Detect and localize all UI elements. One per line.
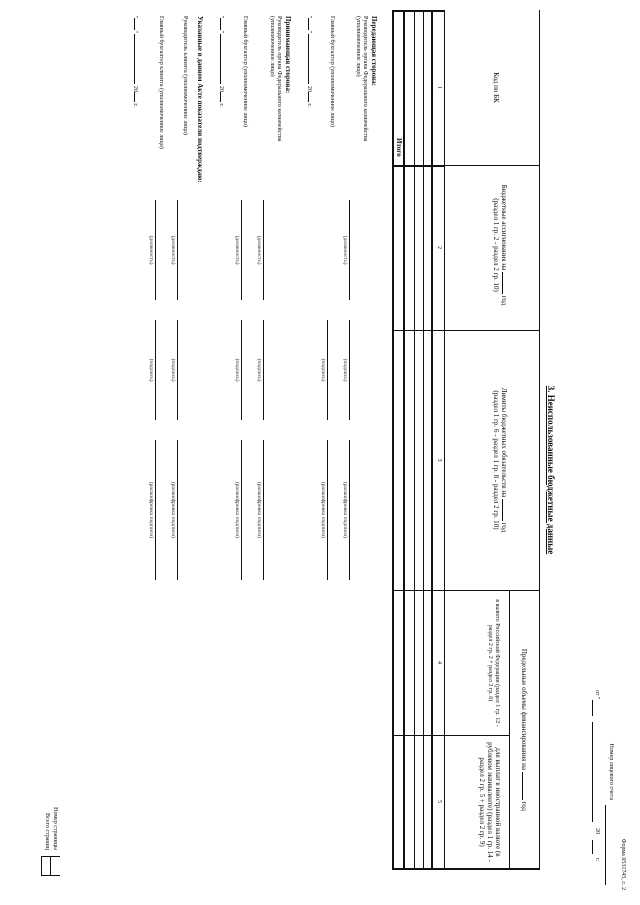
confirm-accountant-label: Главный бухгалтер клиента (уполномоченное лицо) bbox=[158, 16, 164, 149]
header-limits: Лимиты бюджетных обязательств на год (раздел 1 гр. 6 - раздел 1 гр. 8 - раздел 2 гр. 10) bbox=[491, 387, 508, 533]
receiving-accountant-label: Главный бухгалтер (уполномоченное лицо) bbox=[242, 16, 248, 127]
confirm-accountant-decoding[interactable] bbox=[155, 440, 156, 580]
account-label: Номер лицевого счета bbox=[608, 743, 614, 800]
date-year-prefix: 20 bbox=[594, 828, 600, 834]
caption-signature: (подпись) bbox=[148, 358, 154, 382]
caption-signature: (подпись) bbox=[170, 358, 176, 382]
transferring-heading: Передающая сторона: bbox=[370, 16, 378, 87]
receiving-date: "" 20 г. bbox=[218, 16, 224, 107]
confirm-head-label: Руководитель клиента (уполномоченное лицо) bbox=[182, 16, 188, 135]
caption-signature: (подпись) bbox=[234, 358, 240, 382]
receiving-accountant-position[interactable] bbox=[241, 200, 242, 300]
confirm-heading: Указанные в данном Акте показатели подтверждаю: bbox=[196, 16, 204, 183]
transferring-accountant-decoding[interactable] bbox=[327, 440, 328, 580]
col-number-1: 1 bbox=[436, 86, 442, 89]
date-prefix: от " bbox=[594, 690, 600, 700]
confirm-accountant-position[interactable] bbox=[155, 200, 156, 300]
receiving-head-decoding[interactable] bbox=[263, 440, 264, 580]
caption-signature: (подпись) bbox=[256, 358, 262, 382]
caption-position: (должность) bbox=[342, 235, 348, 265]
receiving-head-signature[interactable] bbox=[263, 320, 264, 420]
section-title: 3. Неиспользованные бюджетные данные bbox=[546, 385, 556, 555]
transferring-head-label: Руководитель органа Федерального казначейства (уполномоченное лицо) bbox=[355, 16, 368, 142]
header-kbk: Код по БК bbox=[492, 72, 500, 103]
caption-decoding: (расшифровка подписи) bbox=[342, 481, 348, 539]
transferring-head-decoding[interactable] bbox=[349, 440, 350, 580]
account-number-field[interactable] bbox=[605, 805, 606, 885]
date-year-field[interactable] bbox=[592, 840, 593, 854]
caption-position: (должность) bbox=[170, 235, 176, 265]
form-code: Форма 0531745, с. 2 bbox=[620, 838, 626, 890]
confirm-accountant-signature[interactable] bbox=[155, 320, 156, 420]
col-number-2: 2 bbox=[436, 246, 442, 249]
date-g: г. bbox=[594, 858, 600, 862]
header-funding-group: Предельные объемы финансирования на год bbox=[520, 648, 528, 812]
header-rub: в валюте Российской Федерации (раздел 1 гр. 12 - раздел 2 гр. 2 + раздел 2 гр. 6) bbox=[487, 599, 500, 727]
caption-decoding: (расшифровка подписи) bbox=[320, 481, 326, 539]
date-month-field[interactable] bbox=[592, 722, 593, 822]
total-pages-label: Всего страниц bbox=[44, 813, 50, 850]
caption-decoding: (расшифровка подписи) bbox=[170, 481, 176, 539]
confirm-head-position[interactable] bbox=[177, 200, 178, 300]
receiving-heading: Принимающая сторона: bbox=[284, 16, 292, 94]
date-day-field[interactable] bbox=[592, 700, 593, 716]
receiving-accountant-decoding[interactable] bbox=[241, 440, 242, 580]
confirm-head-decoding[interactable] bbox=[177, 440, 178, 580]
col-number-5: 5 bbox=[436, 800, 442, 803]
caption-position: (должность) bbox=[256, 235, 262, 265]
transferring-head-position[interactable] bbox=[349, 200, 350, 300]
caption-position: (должность) bbox=[234, 235, 240, 265]
transferring-date: "" 20 г. bbox=[306, 16, 312, 107]
confirm-date: "" 20 г. bbox=[132, 16, 138, 107]
receiving-head-position[interactable] bbox=[263, 200, 264, 300]
header-allocations: Бюджетные ассигнования на год (раздел 1 гр. 2 - раздел 2 гр. 10) bbox=[491, 184, 508, 306]
col-number-4: 4 bbox=[436, 661, 442, 664]
transferring-head-signature[interactable] bbox=[349, 320, 350, 420]
receiving-accountant-signature[interactable] bbox=[241, 320, 242, 420]
total-label: Итого bbox=[395, 138, 403, 157]
receiving-head-label: Руководитель органа Федерального казначейства (уполномоченное лицо) bbox=[269, 16, 282, 142]
caption-signature: (подпись) bbox=[320, 358, 326, 382]
caption-position: (должность) bbox=[148, 235, 154, 265]
col-number-3: 3 bbox=[436, 458, 442, 462]
caption-signature: (подпись) bbox=[342, 358, 348, 382]
transferring-accountant-signature[interactable] bbox=[327, 320, 328, 420]
transferring-accountant-label: Главный бухгалтер (уполномоченное лицо) bbox=[329, 16, 335, 127]
confirm-head-signature[interactable] bbox=[177, 320, 178, 420]
caption-decoding: (расшифровка подписи) bbox=[148, 481, 154, 539]
page-number-label: Номер страницы bbox=[52, 807, 58, 850]
caption-decoding: (расшифровка подписи) bbox=[234, 481, 240, 539]
header-fx: для выплат в иностранной валюте (в рублевом эквиваленте) (раздел 1 гр. 14 - раздел 2 гр. 5 + раздел 2 гр. 9) bbox=[477, 742, 502, 862]
caption-decoding: (расшифровка подписи) bbox=[256, 481, 262, 539]
